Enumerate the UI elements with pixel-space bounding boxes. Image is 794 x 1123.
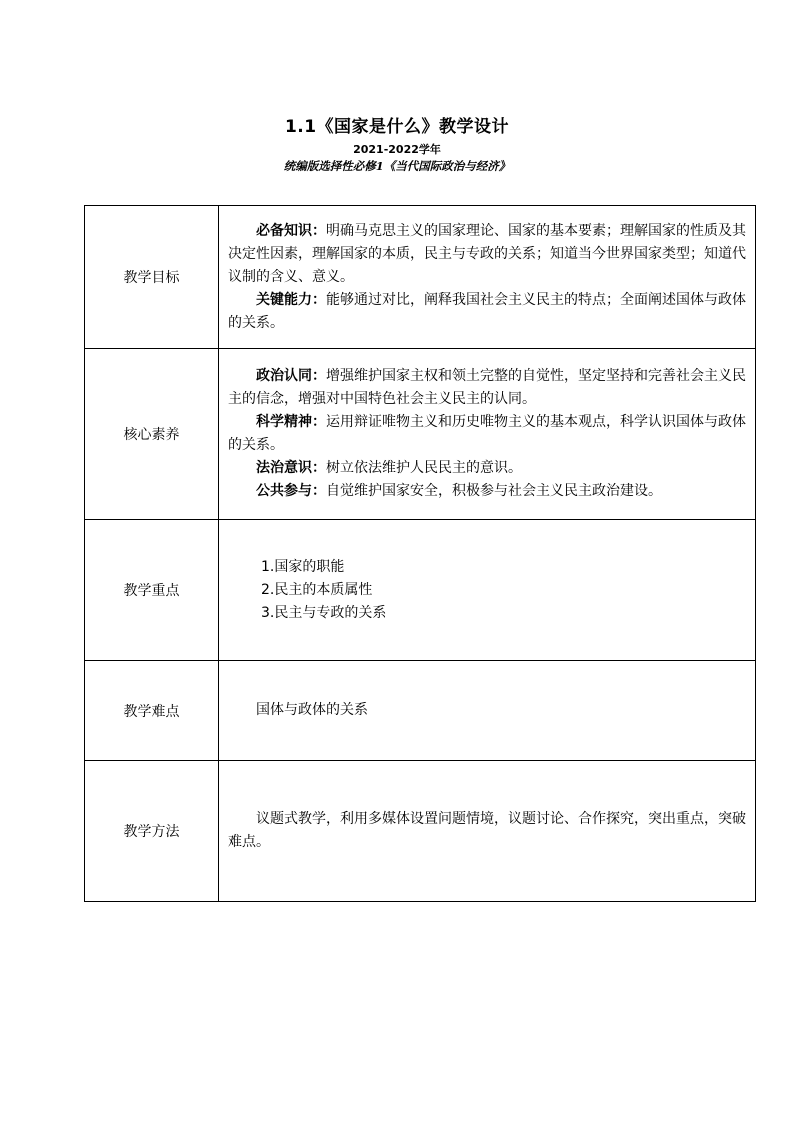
literacy-item: 公共参与：自觉维护国家安全，积极参与社会主义民主政治建设。 <box>256 483 662 499</box>
document-title: 1.1《国家是什么》教学设计 <box>284 117 510 137</box>
list-item: 3.民主与专政的关系 <box>261 604 387 621</box>
row-label-objectives: 教学目标 <box>85 206 219 349</box>
literacy-item: 政治认同：增强维护国家主权和领土完整的自觉性，坚定坚持和完善社会主义民主的信念，增强对中国特色社会主义民主的认同。 <box>228 368 746 407</box>
lesson-plan-table <box>84 205 756 902</box>
row-label-key-points: 教学重点 <box>85 520 219 661</box>
key-points-list <box>228 556 748 625</box>
list-item: 1.国家的职能 <box>261 558 345 575</box>
key-points-content <box>219 520 756 661</box>
table-row-key-points <box>85 520 756 661</box>
objectives-content <box>219 206 756 349</box>
row-label-literacy: 核心素养 <box>85 349 219 520</box>
difficulty-text: 国体与政体的关系 <box>256 702 368 718</box>
list-item: 2.民主的本质属性 <box>261 581 373 598</box>
textbook-subtitle: 统编版选择性必修1《当代国际政治与经济》 <box>283 159 511 173</box>
difficulties-content <box>219 661 756 761</box>
row-label-difficulties: 教学难点 <box>85 661 219 761</box>
methods-text: 议题式教学，利用多媒体设置问题情境，议题讨论、合作探究，突出重点，突破难点。 <box>228 811 746 850</box>
table-row-methods <box>85 761 756 902</box>
table-row-objectives <box>85 206 756 349</box>
school-year: 2021-2022学年 <box>353 143 441 156</box>
objective-item: 关键能力：能够通过对比，阐释我国社会主义民主的特点；全面阐述国体与政体的关系。 <box>228 291 746 331</box>
row-label-methods: 教学方法 <box>85 761 219 902</box>
table-row-difficulties <box>85 661 756 761</box>
literacy-item: 科学精神：运用辩证唯物主义和历史唯物主义的基本观点，科学认识国体与政体的关系。 <box>228 414 746 453</box>
literacy-item: 法治意识：树立依法维护人民民主的意识。 <box>256 460 522 476</box>
methods-content <box>219 761 756 902</box>
objective-item: 必备知识：明确马克思主义的国家理论、国家的基本要素；理解国家的性质及其决定性因素，理解国家的本质，民主与专政的关系；知道当今世界国家类型；知道代议制的含义、意义。 <box>228 222 746 285</box>
literacy-content <box>219 349 756 520</box>
table-row-literacy <box>85 349 756 520</box>
